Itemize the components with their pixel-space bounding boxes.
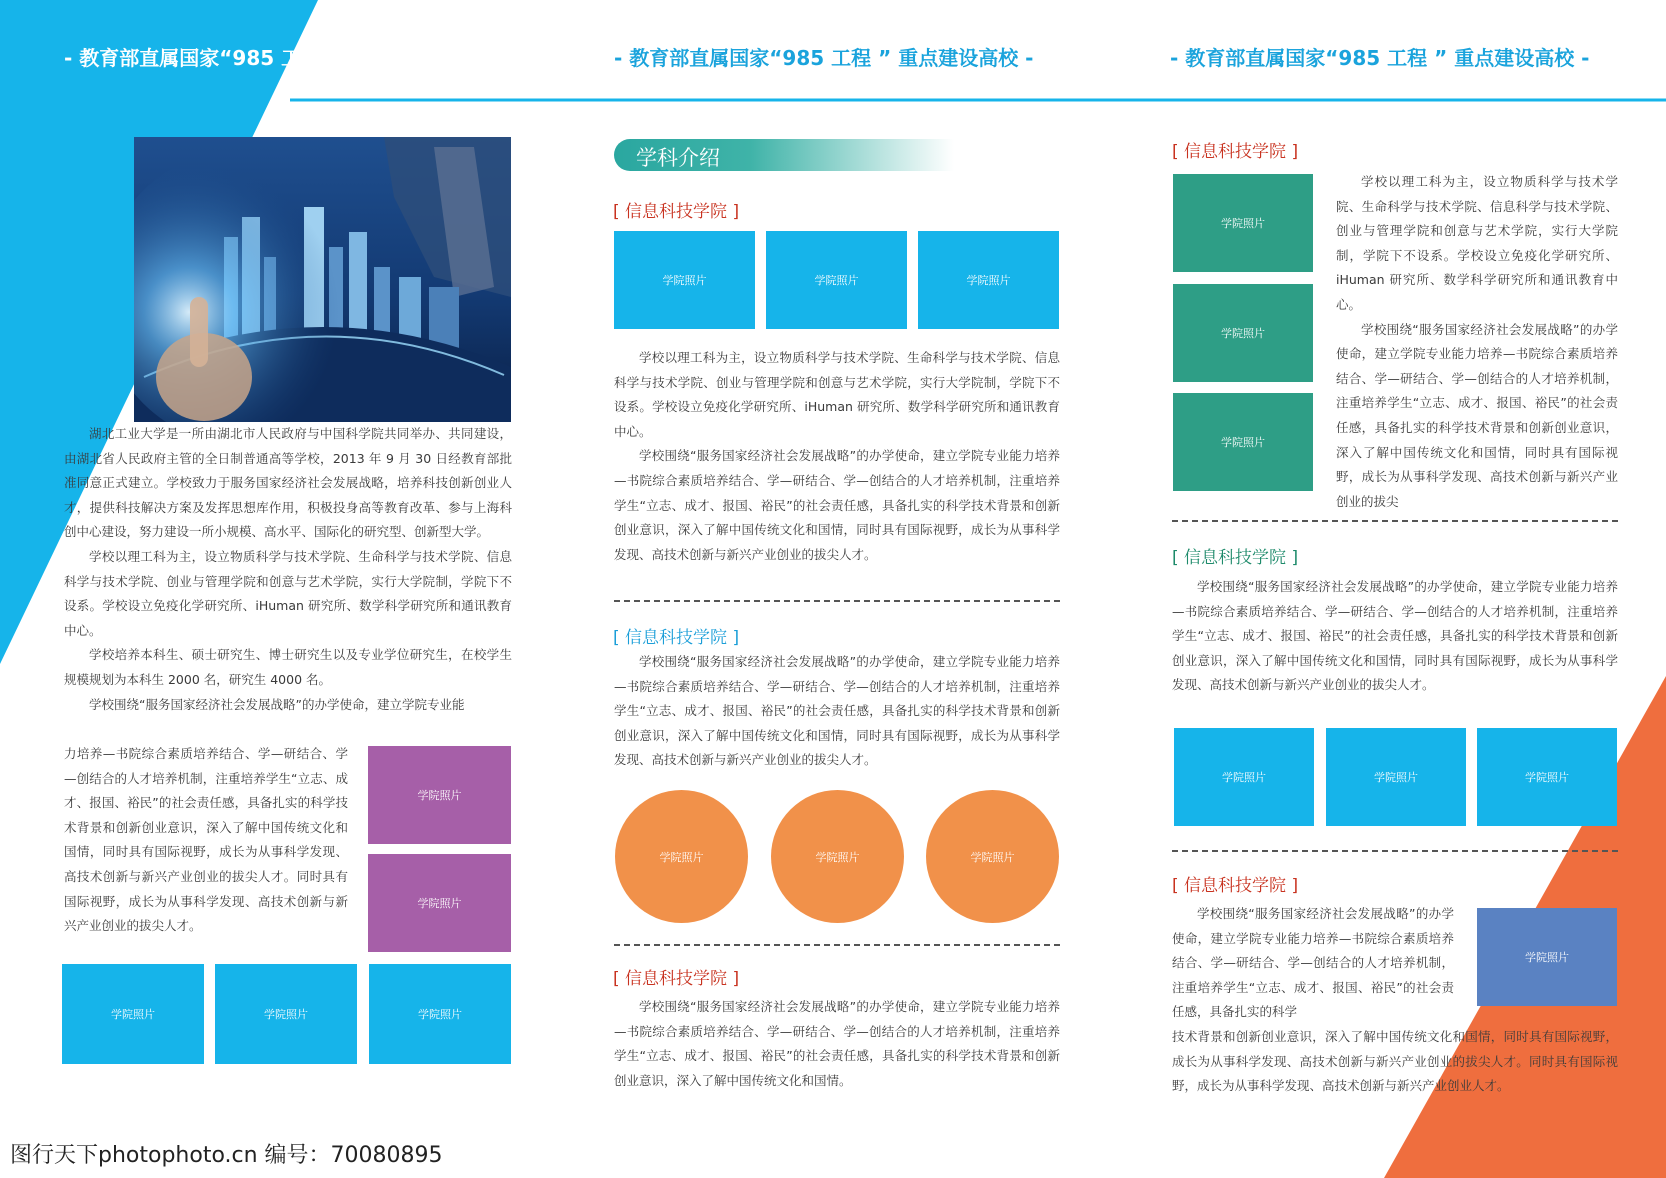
right-dept-title-1: [ 信息科技学院 ] bbox=[1172, 142, 1299, 162]
mid-text-2 bbox=[614, 650, 1060, 773]
mid-photo-circle-2: 学院照片 bbox=[771, 790, 904, 923]
right-photo-steel: 学院照片 bbox=[1477, 908, 1617, 1006]
mid-text-1 bbox=[614, 346, 1060, 567]
mid-divider-1 bbox=[614, 600, 1060, 602]
left-mission-lead: 学校围绕“服务国家经济社会发展战略”的办学使命，建立学院专业能 bbox=[89, 696, 465, 712]
right-photo-teal-3: 学院照片 bbox=[1173, 393, 1313, 491]
right-divider-1 bbox=[1172, 520, 1618, 522]
mid-text-3-para: 学校围绕“服务国家经济社会发展战略”的办学使命，建立学院专业能力培养—书院综合素质培养结合、学—研结合、学—创结合的人才培养机制，注重培养学生“立志、成才、报国、裕民”的社会责任感，具备扎实的科学技术背景和创新创业意识，深入了解中国传统文化和国情。 bbox=[614, 999, 1060, 1088]
left-photo-blue-3: 学院照片 bbox=[369, 964, 511, 1064]
right-photo-blue-2: 学院照片 bbox=[1326, 728, 1466, 826]
mid-photo-circle-1: 学院照片 bbox=[615, 790, 748, 923]
mid-text-1-para-1: 学校以理工科为主，设立物质科学与技术学院、生命科学与技术学院、信息科学与技术学院、创业与管理学院和创意与艺术学院，实行大学院制，学院下不设系。学校设立免疫化学研究所、iHuman 研究所、数学科学研究所和通讯教育中心。 bbox=[614, 350, 1060, 439]
header-right: - 教育部直属国家“985 工程 ” 重点建设高校 - bbox=[1170, 46, 1590, 70]
right-text-2 bbox=[1172, 575, 1618, 698]
mid-text-2-para: 学校围绕“服务国家经济社会发展战略”的办学使命，建立学院专业能力培养—书院综合素质培养结合、学—研结合、学—创结合的人才培养机制，注重培养学生“立志、成才、报国、裕民”的社会责任感，具备扎实的科学技术背景和创新创业意识，深入了解中国传统文化和国情，同时具有国际视野，成长为从事科学发现、高技术创新与新兴产业创业的拔尖人才。 bbox=[614, 654, 1060, 768]
left-intro-para-1: 湖北工业大学是一所由湖北市人民政府与中国科学院共同举办、共同建设，由湖北省人民政府主管的全日制普通高等学校，2013 年 9 月 30 日经教育部批准同意正式建立。学校致力于服务国家经济社会发展战略，培养科技创新创业人才，提供科技解决方案及发挥思想库作用，积极投身高等教育改革、参与上海科创中心建设，努力建设一所小规模、高水平、国际化的研究型、创新型大学。 bbox=[64, 426, 512, 540]
left-photo-purple-2: 学院照片 bbox=[368, 854, 511, 952]
right-photo-blue-3: 学院照片 bbox=[1477, 728, 1617, 826]
right-text-2-para: 学校围绕“服务国家经济社会发展战略”的办学使命，建立学院专业能力培养—书院综合素质培养结合、学—研结合、学—创结合的人才培养机制，注重培养学生“立志、成才、报国、裕民”的社会责任感，具备扎实的科学技术背景和创新创业意识，深入了解中国传统文化和国情，同时具有国际视野，成长为从事科学发现、高技术创新与新兴产业创业的拔尖人才。 bbox=[1172, 579, 1618, 693]
mid-photo-3: 学院照片 bbox=[918, 231, 1059, 329]
left-intro-text bbox=[64, 422, 512, 717]
left-mission-body: 力培养—书院综合素质培养结合、学—研结合、学—创结合的人才培养机制，注重培养学生“立志、成才、报国、裕民”的社会责任感，具备扎实的科学技术背景和创新创业意识，深入了解中国传统文化和国情，同时具有国际视野，成长为从事科学发现、高技术创新与新兴产业创业的拔尖人才。同时具有国际视野，成长为从事科学发现、高技术创新与新兴产业创业的拔尖人才。 bbox=[64, 746, 348, 934]
right-text-3-lead-para: 学校围绕“服务国家经济社会发展战略”的办学使命，建立学院专业能力培养—书院综合素质培养结合、学—研结合、学—创结合的人才培养机制，注重培养学生“立志、成才、报国、裕民”的社会责任感，具备扎实的科学 bbox=[1172, 906, 1454, 1020]
left-intro-para-3: 学校培养本科生、硕士研究生、博士研究生以及专业学位研究生，在校学生规模规划为本科生 2000 名，研究生 4000 名。 bbox=[64, 647, 512, 687]
left-photo-purple-1: 学院照片 bbox=[368, 746, 511, 844]
section-title: 学科介绍 bbox=[636, 146, 720, 170]
mid-photo-circle-3: 学院照片 bbox=[926, 790, 1059, 923]
mid-dept-title-3: [ 信息科技学院 ] bbox=[613, 969, 740, 989]
mid-divider-2 bbox=[614, 944, 1060, 946]
right-photo-teal-2: 学院照片 bbox=[1173, 284, 1313, 382]
header-middle: - 教育部直属国家“985 工程 ” 重点建设高校 - bbox=[614, 46, 1034, 70]
mid-photo-1: 学院照片 bbox=[614, 231, 755, 329]
right-text-3-lead bbox=[1172, 902, 1454, 1025]
right-dept-title-2: [ 信息科技学院 ] bbox=[1172, 548, 1299, 568]
right-divider-2 bbox=[1172, 850, 1618, 852]
right-photo-teal-1: 学院照片 bbox=[1173, 174, 1313, 272]
right-text-1 bbox=[1336, 170, 1618, 514]
right-text-1-para-2: 学校围绕“服务国家经济社会发展战略”的办学使命，建立学院专业能力培养—书院综合素质培养结合、学—研结合、学—创结合的人才培养机制，注重培养学生“立志、成才、报国、裕民”的社会责任感，具备扎实的科学技术背景和创新创业意识，深入了解中国传统文化和国情，同时具有国际视野，成长为从事科学发现、高技术创新与新兴产业创业的拔尖 bbox=[1336, 321, 1618, 509]
mid-photo-2: 学院照片 bbox=[766, 231, 907, 329]
header-left: - 教育部直属国家“985 工程 ” 重点建设高校 - bbox=[64, 46, 484, 70]
mid-dept-title-1: [ 信息科技学院 ] bbox=[613, 202, 740, 222]
right-dept-title-3: [ 信息科技学院 ] bbox=[1172, 876, 1299, 896]
right-photo-blue-1: 学院照片 bbox=[1174, 728, 1314, 826]
left-photo-blue-1: 学院照片 bbox=[62, 964, 204, 1064]
mid-text-3 bbox=[614, 995, 1060, 1093]
city-tech-hero-image bbox=[134, 137, 511, 422]
watermark: 图行天下photophoto.cn 编号：70080895 bbox=[10, 1143, 443, 1168]
right-text-3-tail: 技术背景和创新创业意识，深入了解中国传统文化和国情，同时具有国际视野，成长为从事科学发现、高技术创新与新兴产业创业的拔尖人才。同时具有国际视野，成长为从事科学发现、高技术创新与新兴产业创业人才。 bbox=[1172, 1029, 1618, 1094]
left-intro-para-2: 学校以理工科为主，设立物质科学与技术学院、生命科学与技术学院、信息科学与技术学院、创业与管理学院和创意与艺术学院，实行大学院制，学院下不设系。学校设立免疫化学研究所、iHuman 研究所、数学科学研究所和通讯教育中心。 bbox=[64, 548, 512, 638]
mid-dept-title-2: [ 信息科技学院 ] bbox=[613, 628, 740, 648]
mid-text-1-para-2: 学校围绕“服务国家经济社会发展战略”的办学使命，建立学院专业能力培养—书院综合素质培养结合、学—研结合、学—创结合的人才培养机制，注重培养学生“立志、成才、报国、裕民”的社会责任感，具备扎实的科学技术背景和创新创业意识，深入了解中国传统文化和国情，同时具有国际视野，成长为从事科学发现、高技术创新与新兴产业创业的拔尖人才。 bbox=[614, 448, 1060, 562]
section-title-pill bbox=[614, 139, 954, 171]
left-photo-blue-2: 学院照片 bbox=[215, 964, 357, 1064]
right-text-1-para-1: 学校以理工科为主，设立物质科学与技术学院、生命科学与技术学院、信息科学与技术学院、创业与管理学院和创意与艺术学院，实行大学院制，学院下不设系。学校设立免疫化学研究所、iHuman 研究所、数学科学研究所和通讯教育中心。 bbox=[1336, 174, 1618, 312]
